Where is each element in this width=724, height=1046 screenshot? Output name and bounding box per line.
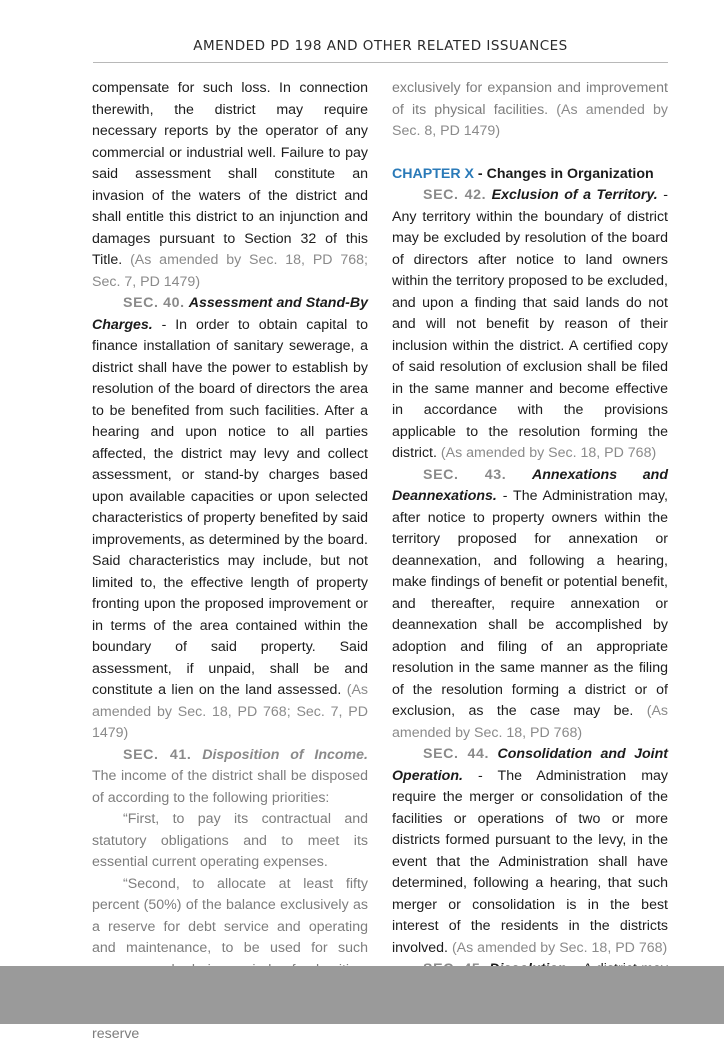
- section-body: - Any territory within the boundary of district may be excluded by resolution of the board of directors after notice to land owners within the territory proposed to be excluded, and upon a finding that said lands do not and will not benefit by reason of their inclusion within the district. A certified copy of said resolution of exclusion shall be filed in the same manner and become effective in accordance with the provisions applicable to the resolution forming the district.: [392, 187, 668, 461]
- paragraph-text: exclusively for expansion and improvement of its physical facilities.: [392, 80, 668, 118]
- section-number: SEC. 42.: [423, 187, 487, 203]
- section-body: - The Administration may, after notice to property owners within the territory proposed for annexation or deannexation, and following a hearing, make findings of benefit or potential benefit, and thereafter, require annexation or deannexation shall be accomplished by adoption and filing of an appropriate resolution in the same manner as the filing of the resolution forming a district or of exclusion, as the case may be.: [392, 488, 668, 719]
- chapter-title: - Changes in Organization: [473, 165, 654, 182]
- section-43: [392, 465, 668, 745]
- section-42: [392, 185, 668, 465]
- amendment-note: (As amended by Sec. 18, PD 768; Sec. 7, PD 1479): [92, 682, 368, 741]
- amendment-note: (As amended by Sec. 18, PD 768): [451, 939, 668, 956]
- paragraph-continuation: [392, 78, 668, 143]
- section-41: [92, 745, 368, 810]
- section-body: - The Administration may require the merger or consolidation of the facilities or operations of two or more districts formed pursuant to the levy, in the event that the Administration shall have determined, following a hearing, that such merger or consolidation is in the best interest of the residents in the districts involved.: [392, 767, 668, 956]
- bottom-footer-bar: [0, 966, 724, 1024]
- chapter-number: CHAPTER X: [392, 165, 474, 182]
- chapter-heading: [392, 164, 668, 186]
- amendment-note: (As amended by Sec. 18, PD 768; Sec. 7, PD 1479): [92, 252, 368, 290]
- section-number: SEC. 44.: [423, 746, 490, 762]
- running-header: AMENDED PD 198 AND OTHER RELATED ISSUANCES: [193, 38, 568, 54]
- priority-second: “Second, to allocate at least fifty percent (50%) of the balance exclusively as a reserve for debt service and operating and maintenance, to be used for such: [92, 875, 368, 956]
- header-divider: [93, 62, 668, 63]
- section-title: Consolidation and Joint Operation.: [392, 746, 668, 784]
- section-body: - In order to obtain capital to finance installation of sanitary sewerage, a district shall have the power to establish by resolution of the board of directors the area to be benefited from such facilities. After a hearing and upon notice to all parties affected, the district may levy and collect assessment, or stand-by charges based upon available capacities or upon selected characteristics of property benefited by said improvements, as determined by the board. Said characteristics may include, but not limited to, the effective length of property fronting upon the proposed improvement or in terms of the area contained within the boundary of said property. Said assessment, if unpaid, shall be and constitute a lien on the land assessed.: [92, 316, 368, 698]
- amendment-note: (As amended by Sec. 18, PD 768): [392, 703, 668, 741]
- priority-third: reserve: [92, 1026, 140, 1042]
- section-title: Disposition of Income.: [202, 746, 368, 763]
- paragraph-text: compensate for such loss. In connection therewith, the district may require necessary reports by the operator of any commercial or industrial well. Failure to pay said assessment shall constitute an invasion of the waters of the district and shall entitle this district to an injunction and damages pursuant to Section 32 of this Title.: [92, 80, 368, 268]
- section-number: SEC. 40.: [123, 295, 185, 311]
- right-column: [392, 78, 668, 966]
- section-number: SEC. 43.: [423, 466, 507, 483]
- paragraph-loss-compensation: [92, 78, 368, 293]
- section-40: [92, 293, 368, 745]
- section-title: Annexations and Deannexations.: [392, 466, 668, 504]
- priority-first: “First, to pay its contractual and statutory obligations and to meet its essential current operating expenses.: [92, 811, 368, 870]
- left-column: [92, 78, 368, 1042]
- section-title: Assessment and Stand-By Charges.: [92, 295, 368, 333]
- section-number: SEC. 41.: [123, 746, 192, 763]
- section-44: [392, 744, 668, 959]
- section-title: Exclusion of a Territory.: [491, 187, 658, 203]
- amendment-note: (As amended by Sec. 8, PD 1479): [392, 101, 668, 139]
- amendment-note: (As amended by Sec. 18, PD 768): [440, 445, 657, 461]
- section-body: The income of the district shall be disposed of according to the following priorities:: [92, 768, 368, 806]
